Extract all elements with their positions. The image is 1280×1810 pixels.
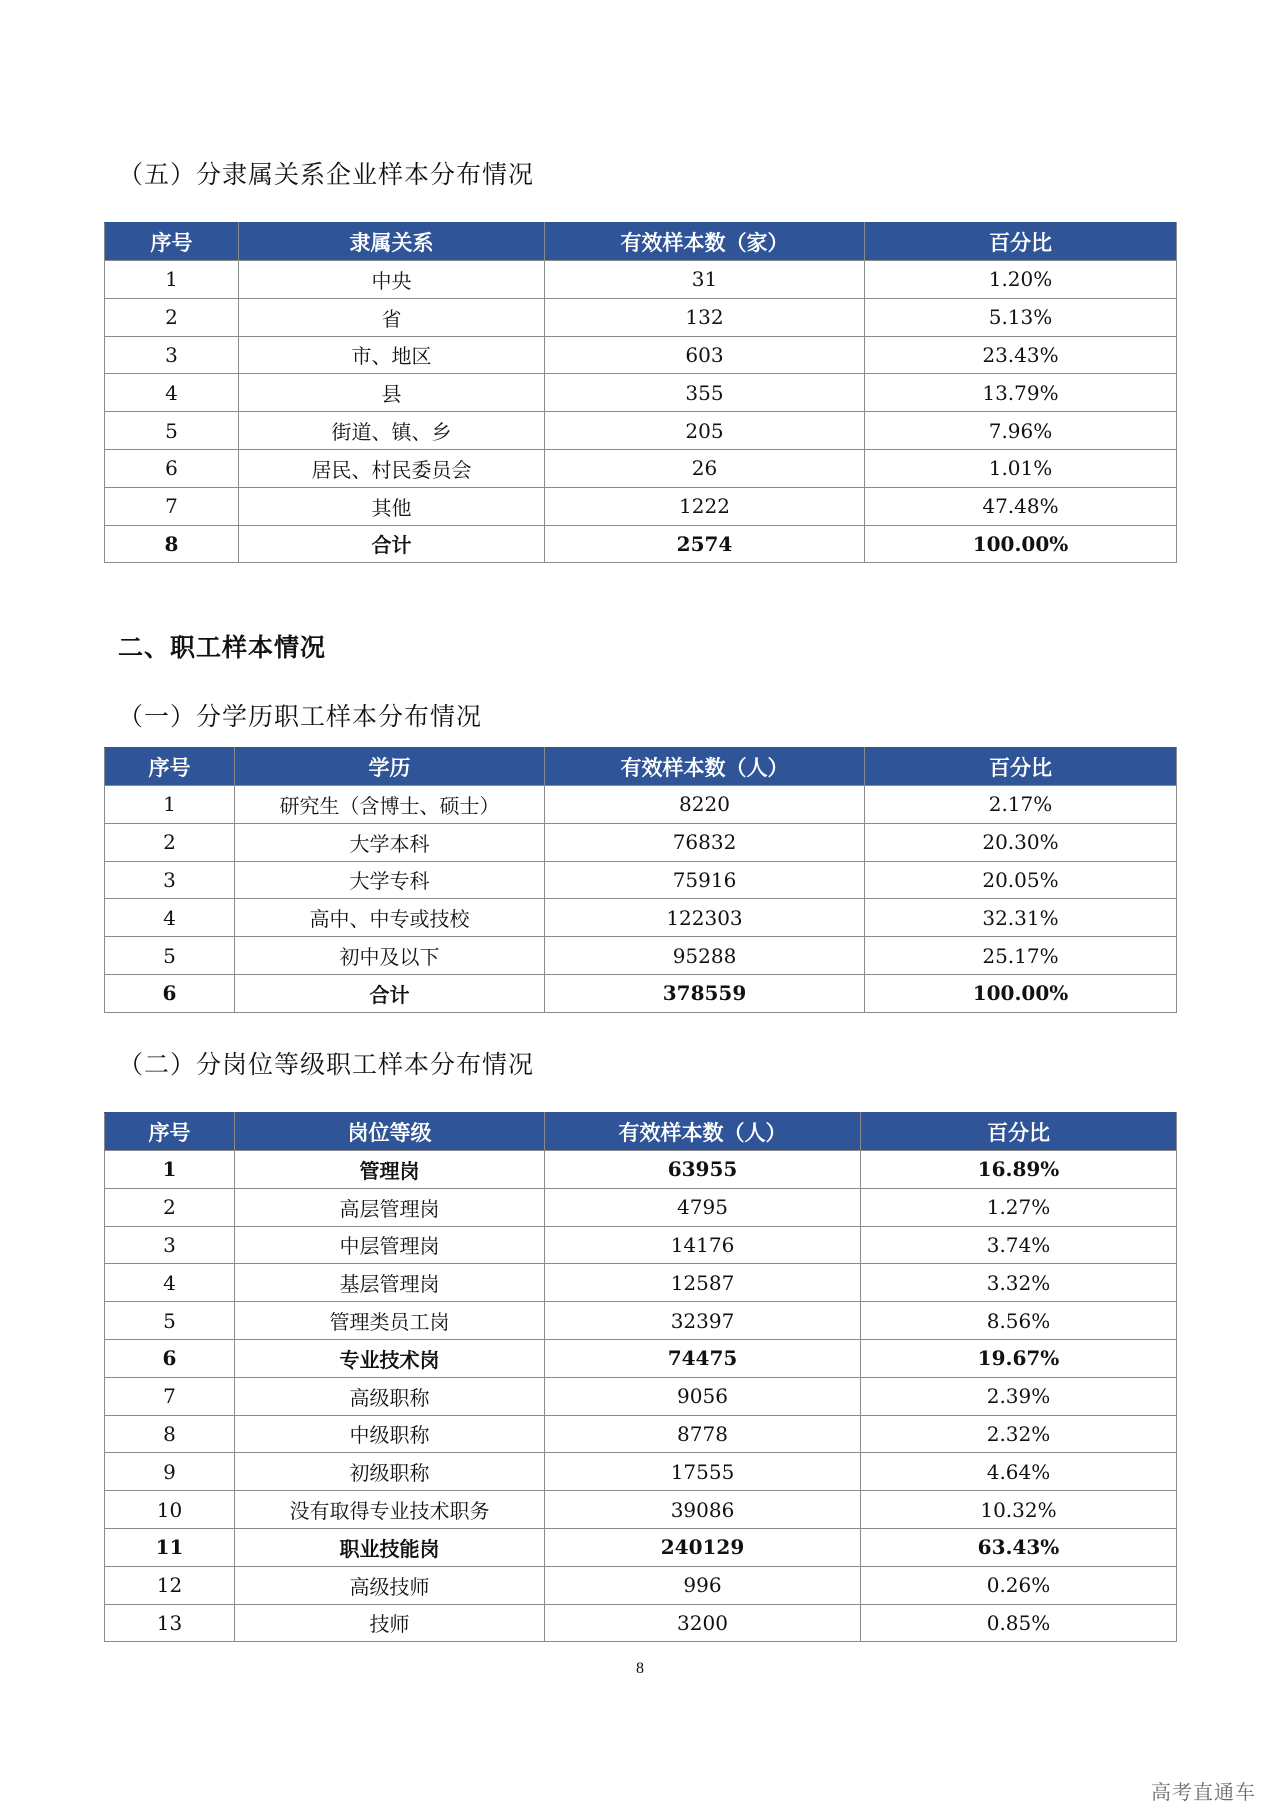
row-percent: 47.48%	[865, 487, 1177, 525]
row-count: 1222	[545, 487, 865, 525]
row-percent: 2.39%	[861, 1377, 1177, 1415]
page-number: 8	[636, 1660, 644, 1677]
table-row	[105, 374, 1177, 412]
row-count: 95288	[545, 937, 865, 975]
row-label: 合计	[239, 525, 545, 563]
table-row	[105, 1453, 1177, 1491]
row-index: 6	[105, 1339, 235, 1377]
row-count: 4795	[545, 1188, 861, 1226]
heading-staff-samples: 二、职工样本情况	[118, 633, 327, 662]
column-header: 序号	[105, 1113, 235, 1151]
table-row	[105, 1491, 1177, 1529]
row-count: 31	[545, 261, 865, 299]
row-label: 合计	[235, 974, 545, 1012]
row-index: 9	[105, 1453, 235, 1491]
position-level-table	[104, 1112, 1177, 1642]
row-count: 2574	[545, 525, 865, 563]
table-row	[105, 412, 1177, 450]
row-index: 3	[105, 861, 235, 899]
row-label: 研究生（含博士、硕士）	[235, 786, 545, 824]
row-index: 7	[105, 1377, 235, 1415]
table-row	[105, 1264, 1177, 1302]
column-header: 岗位等级	[235, 1113, 545, 1151]
table-header-row	[105, 1113, 1177, 1151]
table-row	[105, 525, 1177, 563]
row-count: 205	[545, 412, 865, 450]
column-header: 百分比	[865, 748, 1177, 786]
row-index: 5	[105, 1302, 235, 1340]
table-row	[105, 1302, 1177, 1340]
table-row	[105, 1415, 1177, 1453]
row-label: 高层管理岗	[235, 1188, 545, 1226]
row-label: 县	[239, 374, 545, 412]
row-index: 2	[105, 298, 239, 336]
table-row	[105, 1566, 1177, 1604]
row-index: 1	[105, 1151, 235, 1189]
table-header-row	[105, 223, 1177, 261]
row-index: 11	[105, 1528, 235, 1566]
column-header: 百分比	[861, 1113, 1177, 1151]
row-percent: 20.05%	[865, 861, 1177, 899]
column-header: 序号	[105, 748, 235, 786]
row-count: 378559	[545, 974, 865, 1012]
row-percent: 100.00%	[865, 974, 1177, 1012]
row-index: 4	[105, 899, 235, 937]
table-row	[105, 1604, 1177, 1642]
row-index: 5	[105, 937, 235, 975]
row-percent: 23.43%	[865, 336, 1177, 374]
row-count: 39086	[545, 1491, 861, 1529]
row-percent: 2.17%	[865, 786, 1177, 824]
heading-affiliation: （五）分隶属关系企业样本分布情况	[118, 160, 535, 189]
column-header: 隶属关系	[239, 223, 545, 261]
row-percent: 13.79%	[865, 374, 1177, 412]
row-percent: 20.30%	[865, 823, 1177, 861]
table-row	[105, 937, 1177, 975]
column-header: 有效样本数（人）	[545, 748, 865, 786]
row-percent: 3.74%	[861, 1226, 1177, 1264]
row-label: 其他	[239, 487, 545, 525]
table-row	[105, 823, 1177, 861]
row-index: 10	[105, 1491, 235, 1529]
row-count: 355	[545, 374, 865, 412]
row-label: 技师	[235, 1604, 545, 1642]
row-label: 高级技师	[235, 1566, 545, 1604]
row-label: 管理类员工岗	[235, 1302, 545, 1340]
row-count: 9056	[545, 1377, 861, 1415]
row-count: 996	[545, 1566, 861, 1604]
row-label: 初级职称	[235, 1453, 545, 1491]
row-index: 5	[105, 412, 239, 450]
row-label: 中级职称	[235, 1415, 545, 1453]
watermark: 高考直通车	[1151, 1780, 1256, 1804]
row-label: 大学本科	[235, 823, 545, 861]
row-label: 专业技术岗	[235, 1339, 545, 1377]
row-label: 高中、中专或技校	[235, 899, 545, 937]
row-count: 3200	[545, 1604, 861, 1642]
column-header: 学历	[235, 748, 545, 786]
row-label: 居民、村民委员会	[239, 449, 545, 487]
row-index: 1	[105, 786, 235, 824]
row-index: 7	[105, 487, 239, 525]
row-index: 6	[105, 974, 235, 1012]
row-percent: 4.64%	[861, 1453, 1177, 1491]
table-row	[105, 336, 1177, 374]
row-index: 3	[105, 336, 239, 374]
table-row	[105, 298, 1177, 336]
table-row	[105, 899, 1177, 937]
row-count: 63955	[545, 1151, 861, 1189]
row-percent: 8.56%	[861, 1302, 1177, 1340]
row-count: 32397	[545, 1302, 861, 1340]
row-index: 6	[105, 449, 239, 487]
table-row	[105, 786, 1177, 824]
column-header: 有效样本数（家）	[545, 223, 865, 261]
row-index: 4	[105, 374, 239, 412]
row-label: 中央	[239, 261, 545, 299]
row-percent: 19.67%	[861, 1339, 1177, 1377]
row-label: 初中及以下	[235, 937, 545, 975]
row-count: 75916	[545, 861, 865, 899]
row-index: 8	[105, 1415, 235, 1453]
table-row	[105, 1528, 1177, 1566]
row-percent: 16.89%	[861, 1151, 1177, 1189]
row-percent: 3.32%	[861, 1264, 1177, 1302]
row-label: 省	[239, 298, 545, 336]
row-index: 12	[105, 1566, 235, 1604]
heading-position-level: （二）分岗位等级职工样本分布情况	[118, 1050, 535, 1079]
row-count: 26	[545, 449, 865, 487]
row-label: 大学专科	[235, 861, 545, 899]
row-index: 8	[105, 525, 239, 563]
table-row	[105, 487, 1177, 525]
row-count: 603	[545, 336, 865, 374]
affiliation-table	[104, 222, 1177, 563]
row-count: 8778	[545, 1415, 861, 1453]
row-percent: 7.96%	[865, 412, 1177, 450]
row-count: 240129	[545, 1528, 861, 1566]
row-percent: 0.26%	[861, 1566, 1177, 1604]
row-label: 职业技能岗	[235, 1528, 545, 1566]
table-row	[105, 974, 1177, 1012]
education-table	[104, 747, 1177, 1013]
row-count: 14176	[545, 1226, 861, 1264]
row-label: 街道、镇、乡	[239, 412, 545, 450]
row-index: 2	[105, 1188, 235, 1226]
table-row	[105, 1377, 1177, 1415]
row-label: 市、地区	[239, 336, 545, 374]
table-row	[105, 861, 1177, 899]
column-header: 有效样本数（人）	[545, 1113, 861, 1151]
table-row	[105, 1339, 1177, 1377]
table-row	[105, 1226, 1177, 1264]
row-percent: 25.17%	[865, 937, 1177, 975]
row-percent: 63.43%	[861, 1528, 1177, 1566]
row-percent: 2.32%	[861, 1415, 1177, 1453]
row-percent: 100.00%	[865, 525, 1177, 563]
row-index: 13	[105, 1604, 235, 1642]
row-count: 17555	[545, 1453, 861, 1491]
row-index: 4	[105, 1264, 235, 1302]
row-percent: 32.31%	[865, 899, 1177, 937]
row-count: 122303	[545, 899, 865, 937]
row-percent: 0.85%	[861, 1604, 1177, 1642]
row-count: 74475	[545, 1339, 861, 1377]
table-header-row	[105, 748, 1177, 786]
column-header: 序号	[105, 223, 239, 261]
row-label: 管理岗	[235, 1151, 545, 1189]
row-label: 中层管理岗	[235, 1226, 545, 1264]
table-row	[105, 1151, 1177, 1189]
row-percent: 10.32%	[861, 1491, 1177, 1529]
row-count: 12587	[545, 1264, 861, 1302]
row-index: 3	[105, 1226, 235, 1264]
row-label: 基层管理岗	[235, 1264, 545, 1302]
row-index: 2	[105, 823, 235, 861]
table-row	[105, 449, 1177, 487]
row-percent: 1.01%	[865, 449, 1177, 487]
row-index: 1	[105, 261, 239, 299]
table-row	[105, 261, 1177, 299]
row-label: 没有取得专业技术职务	[235, 1491, 545, 1529]
column-header: 百分比	[865, 223, 1177, 261]
heading-education: （一）分学历职工样本分布情况	[118, 702, 483, 731]
row-label: 高级职称	[235, 1377, 545, 1415]
row-count: 8220	[545, 786, 865, 824]
row-percent: 1.20%	[865, 261, 1177, 299]
table-row	[105, 1188, 1177, 1226]
row-percent: 1.27%	[861, 1188, 1177, 1226]
row-count: 76832	[545, 823, 865, 861]
row-percent: 5.13%	[865, 298, 1177, 336]
row-count: 132	[545, 298, 865, 336]
